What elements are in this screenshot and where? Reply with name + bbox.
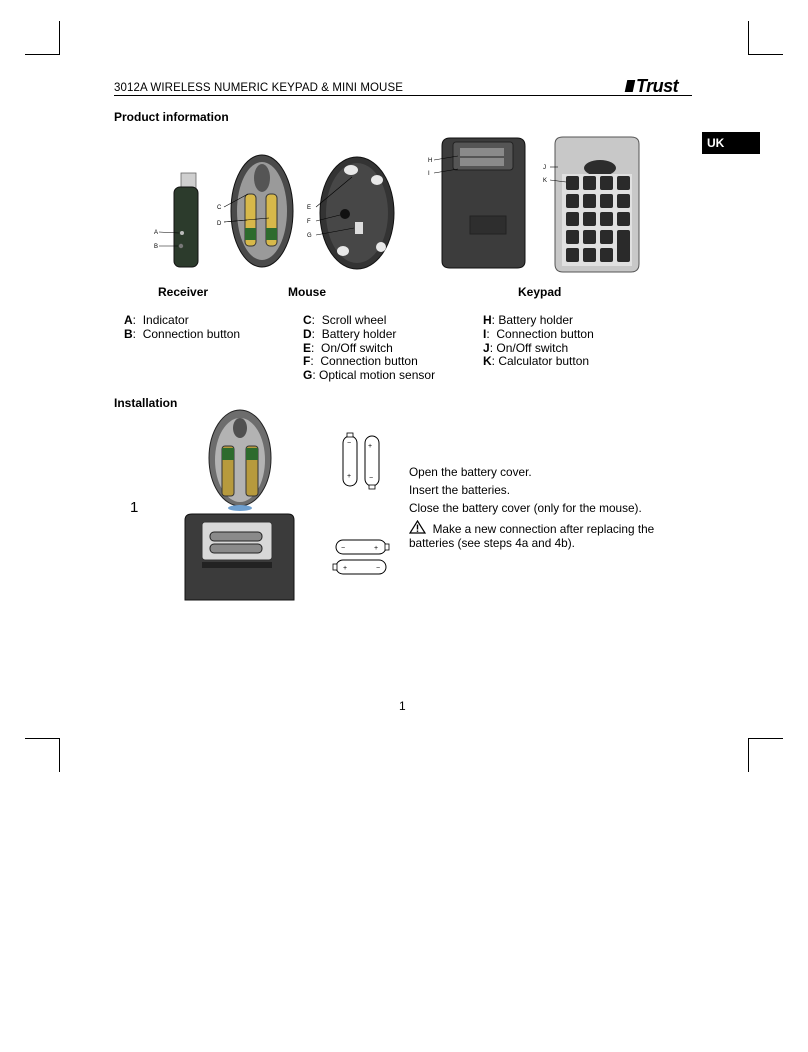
installation-heading: Installation <box>114 396 178 410</box>
list-item: D: Battery holder <box>303 326 397 341</box>
callout-g: G <box>307 233 312 239</box>
installation-instructions <box>409 463 679 550</box>
warning-note: Make a new connection after replacing the batteries (see steps 4a and 4b). <box>409 522 655 550</box>
crop-mark <box>748 738 783 739</box>
callout-k: K <box>543 178 548 184</box>
mouse-battery-photo <box>214 150 296 275</box>
crop-mark <box>59 21 60 55</box>
keypad-label: Keypad <box>518 285 562 299</box>
receiver-photo <box>150 170 202 270</box>
brand-logo: Trust <box>626 76 678 97</box>
list-item: J: On/Off switch <box>483 340 569 355</box>
language-tab: UK <box>702 132 760 154</box>
keypad-front-photo <box>538 134 643 276</box>
instruction-line: Insert the batteries. <box>409 483 510 497</box>
list-item: F: Connection button <box>303 354 418 369</box>
minus-icon: − <box>369 475 374 482</box>
callout-c: C <box>217 205 222 211</box>
callout-i: I <box>428 171 430 177</box>
battery-vertical-diagram <box>338 430 388 492</box>
callout-b: B <box>154 244 159 250</box>
list-item: I: Connection button <box>483 326 594 341</box>
crop-mark <box>59 738 60 772</box>
callout-a: A <box>154 230 159 236</box>
crop-mark <box>25 54 60 55</box>
keypad-parts-list <box>483 314 594 369</box>
plus-icon: + <box>374 545 379 552</box>
crop-mark <box>748 738 749 772</box>
callout-j: J <box>543 165 546 171</box>
mouse-label: Mouse <box>288 285 327 299</box>
plus-icon: + <box>368 443 373 450</box>
list-item: B: Connection button <box>124 326 241 341</box>
mouse-parts-list <box>303 314 435 383</box>
list-item: C: Scroll wheel <box>303 313 387 327</box>
callout-f: F <box>307 219 311 225</box>
plus-icon: + <box>343 565 348 572</box>
header-rule <box>114 95 692 96</box>
list-item: E: On/Off switch <box>303 340 393 355</box>
receiver-parts-list <box>124 314 240 342</box>
mouse-open-photo <box>205 408 275 513</box>
product-information-heading: Product information <box>114 110 229 124</box>
keypad-open-photo <box>182 512 297 602</box>
step-number: 1 <box>130 499 139 516</box>
minus-icon: − <box>341 545 346 552</box>
battery-horizontal-diagram <box>330 536 392 578</box>
crop-mark <box>25 738 60 739</box>
document-title: 3012A WIRELESS NUMERIC KEYPAD & MINI MOUSE <box>114 82 404 94</box>
minus-icon: − <box>376 565 381 572</box>
list-item: A: Indicator <box>124 313 189 327</box>
list-item: K: Calculator button <box>483 354 590 369</box>
crop-mark <box>748 54 783 55</box>
plus-icon: + <box>347 473 352 480</box>
instruction-line: Close the battery cover (only for the mouse). <box>409 501 642 515</box>
warning-icon <box>409 520 426 534</box>
minus-icon: − <box>347 440 352 447</box>
list-item: G: Optical motion sensor <box>303 368 436 383</box>
mouse-underside-photo <box>302 155 397 275</box>
receiver-label: Receiver <box>158 285 209 299</box>
brand-logo-mark-icon <box>625 80 636 92</box>
crop-mark <box>748 21 749 55</box>
callout-d: D <box>217 221 222 227</box>
instruction-line: Open the battery cover. <box>409 465 532 479</box>
callout-h: H <box>428 158 433 164</box>
keypad-back-photo <box>425 136 530 272</box>
page-number: 1 <box>399 699 406 713</box>
callout-e: E <box>307 205 312 211</box>
list-item: H: Battery holder <box>483 313 574 327</box>
